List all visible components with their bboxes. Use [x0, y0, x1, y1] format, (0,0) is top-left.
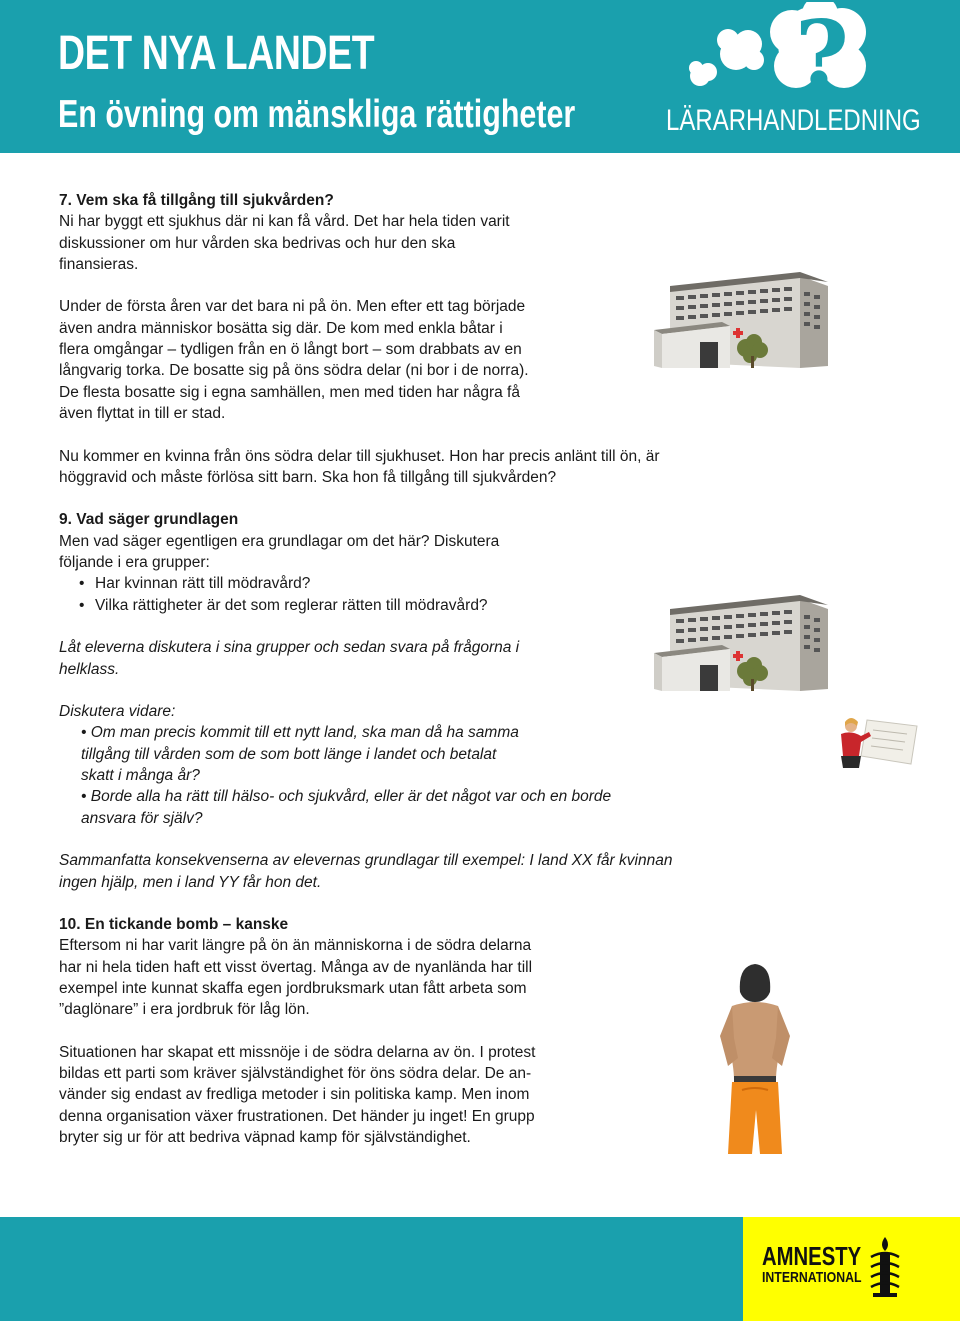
- section-9-intro: Men vad säger egentligen era grundlagar om det här? Diskutera följande i era grupper:: [59, 532, 500, 572]
- document-title: DET NYA LANDET: [58, 27, 375, 80]
- woman-with-sign-icon: [833, 712, 919, 772]
- section-9: [59, 509, 739, 892]
- section-7-heading: 7. Vem ska få tillgång till sjukvården?: [59, 192, 334, 209]
- hospital-building-icon: [650, 593, 830, 695]
- section-7: [59, 190, 579, 424]
- amnesty-wordmark: AMNESTY INTERNATIONAL: [762, 1241, 862, 1286]
- section-10: [59, 914, 739, 1148]
- teacher-guide-label: LÄRARHANDLEDNING: [666, 104, 921, 137]
- section-7-paragraph-3: Nu kommer en kvinna från öns södra delar till sjukhuset. Hon har precis anlänt till ön, är höggravid och måste förlösa sitt barn. Ska hon få tillgång till sjukvården?: [59, 447, 660, 486]
- section-7-paragraph-2: Under de första åren var det bara ni på ön. Men efter ett tag började även andra människor bosätta sig där. De kom med enkla båtar i flera omgångar – tydligen från en ö långt bort – som drabbats av en långvarig torka. De bosatte sig på öns södra delar (ni bor i de norra). De flesta bosatte sig i egna samhällen, men med tiden har några få även flyttat in till er stad.: [59, 298, 529, 422]
- further-discussion-bullet-2: • Borde alla ha rätt till hälso- och sjukvård, eller är det något var och en borde ansvara för själv?: [81, 788, 612, 827]
- question-cloud-icon: [684, 2, 884, 102]
- list-item: • Har kvinnan rätt till mödravård?: [79, 575, 311, 593]
- section-10-paragraph-1: Eftersom ni har varit längre på ön än människorna i de södra delarna har ni hela tiden haft ett visst övertag. Många av de nyanlända har till exempel inte kunnat skaffa egen jordbruksmark utan fått arbeta som ”daglönare” i era jordbruk för låg lön.: [59, 937, 533, 1019]
- further-discussion-label: Diskutera vidare:: [59, 703, 176, 721]
- document-subtitle: En övning om mänskliga rättigheter: [58, 93, 576, 136]
- hospital-building-icon: [650, 270, 830, 372]
- document-body: [59, 190, 739, 1170]
- section-10-heading: 10. En tickande bomb – kanske: [59, 916, 289, 934]
- section-9-bullets: [59, 573, 739, 616]
- svg-text:?: ?: [795, 2, 849, 102]
- candle-barbed-wire-icon: [865, 1235, 905, 1299]
- section-9-heading: 9. Vad säger grundlagen: [59, 511, 239, 529]
- section-10-paragraph-2: Situationen har skapat ett missnöje i de södra delarna av ön. I protest bildas ett parti som kräver självständighet för öns södra delar. De an- vänder sig endast av fredliga metoder i sin politiska kamp. Men inom denna organisation växer frustrationen. Det händer ju inget! En grupp bryter sig ur för att bedriva väpnad kamp för självständighet.: [59, 1043, 536, 1147]
- teacher-note: Låt eleverna diskutera i sina grupper och sedan svara på frågorna i helklass.: [59, 639, 520, 678]
- further-discussion-bullet-1: • Om man precis kommit till ett nytt land, ska man då ha samma tillgång till vården som de som bott länge i landet och betalat skatt i många år?: [81, 724, 519, 785]
- amnesty-logo: [743, 1217, 960, 1321]
- list-item: • Vilka rättigheter är det som reglerar rätten till mödravård?: [79, 596, 488, 614]
- summary-note: Sammanfatta konsekvenserna av elevernas grundlagar till exempel: I land XX får kvinnan ingen hjälp, men i land YY får hon det.: [59, 852, 673, 891]
- section-7-paragraph-1: Ni har byggt ett sjukhus där ni kan få vård. Det har hela tiden varit diskussioner om hur vården ska bedrivas och hur den ska finansieras.: [59, 213, 510, 273]
- hooded-prisoner-icon: [710, 962, 800, 1162]
- page-header: [0, 0, 960, 153]
